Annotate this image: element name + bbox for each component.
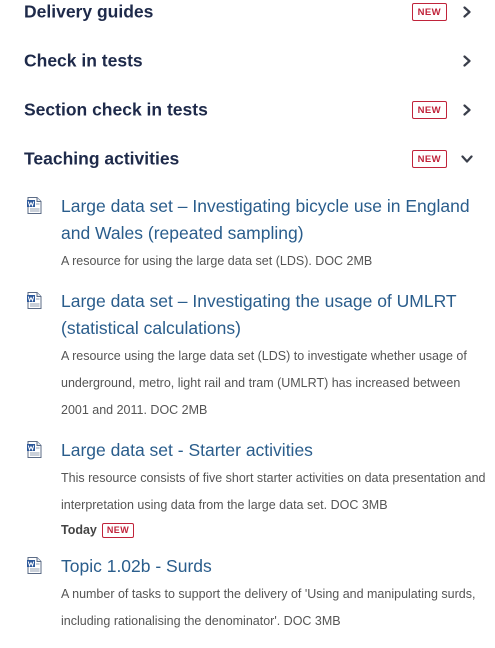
section-delivery-guides[interactable] [24,0,479,36]
resource-list [24,193,486,635]
section-title: Section check in tests [24,99,208,119]
section-title: Check in tests [24,50,143,70]
list-item [24,288,486,424]
word-doc-icon [27,292,42,309]
resource-title-link[interactable]: Topic 1.02b - Surds [61,556,212,576]
list-item [24,193,486,275]
new-badge: NEW [412,150,447,168]
list-item [24,553,486,635]
section-controls [412,150,473,168]
section-teaching-activities[interactable] [24,134,479,183]
resource-description: A resource for using the large data set (LDS). DOC 2MB [61,254,373,268]
new-badge: NEW [412,101,447,119]
chevron-down-icon[interactable] [461,153,473,165]
resource-title-link[interactable]: Large data set – Investigating bicycle use in England and Wales (repeated sampling) [61,196,470,243]
chevron-right-icon[interactable] [461,6,473,18]
resource-title-link[interactable]: Large data set – Investigating the usage of UMLRT (statistical calculations) [61,291,457,338]
resource-description: This resource consists of five short starter activities on data presentation and interpretation using data from the large data set. DOC 3MB [61,471,486,512]
list-item [24,437,486,540]
new-badge: NEW [412,3,447,21]
resource-title-link[interactable]: Large data set - Starter activities [61,440,313,460]
section-controls [461,55,473,67]
new-badge: NEW [102,523,134,538]
resource-date: Today [61,523,97,537]
resource-description: A number of tasks to support the delivery of 'Using and manipulating surds, including rationalising the denominator'. DOC 3MB [61,587,476,628]
chevron-right-icon[interactable] [461,104,473,116]
section-check-in-tests[interactable] [24,36,479,85]
word-doc-icon [27,197,42,214]
section-controls [412,3,473,21]
resource-description: A resource using the large data set (LDS) to investigate whether usage of underground, metro, light rail and tram (UMLRT) has increased between 2001 and 2011. DOC 2MB [61,349,467,417]
chevron-right-icon[interactable] [461,55,473,67]
word-doc-icon [27,441,42,458]
section-title: Teaching activities [24,148,180,168]
word-doc-icon [27,557,42,574]
resource-meta [61,520,486,540]
section-section-check-in-tests[interactable] [24,85,479,134]
section-controls [412,101,473,119]
section-title: Delivery guides [24,1,154,21]
